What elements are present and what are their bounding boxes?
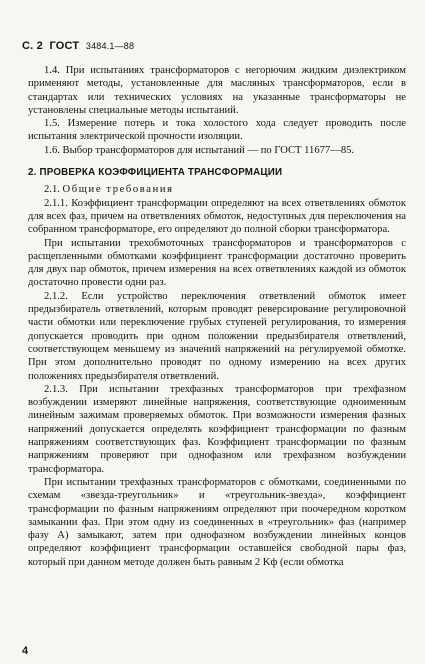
paragraph-three-winding: При испытании трехобмоточных трансформаторов и трансформаторов с расщепленными обмотками коэффициент трансформации достаточно проверить для двух пар обмоток, причем измерения на всех ответвлениях каждой из обмоток достаточно провести одни раз.	[28, 237, 406, 289]
document-text	[28, 64, 406, 569]
subsection-title: Общие требования	[62, 184, 174, 196]
subsection-heading	[28, 183, 406, 196]
subsection-number: 2.1.	[44, 184, 60, 196]
page-mark: 4	[22, 645, 29, 657]
page-header	[22, 40, 134, 52]
paragraph-2-1-2: 2.1.2. Если устройство переключения ответвлений обмоток имеет предызбиратель ответвлений, которым проводят реверсирование регулировочной части обмотки или переключение грубых ступеней регулирования, то измерения допускается проводить при одном положении предызбирателя ответвлений, соответствующем меньшему из значений напряжений на регулируемой обмотке. При этом дополнительно проводят по одному измерению на всех других положениях предызбирателя ответвлений.	[28, 290, 406, 382]
section-heading: 2. ПРОВЕРКА КОЭФФИЦИЕНТА ТРАНСФОРМАЦИИ	[28, 167, 283, 179]
paragraph-star-delta: При испытании трехфазных трансформаторов с обмотками, соединенными по схемам «звезда-треугольник» и «треугольник-звезда», коэффициент трансформации по фазным напряжениям определяют при поочередном коротком замыкании фаз. При этом одну из соединенных в «треугольник» фаз (например фазу А) замыкают, затем при однофазном возбуждении линейных концов определяют коэффициент трансформации оставшейся свободной пары фаз, который при данном методе должен быть равным 2 Kф (если обмотка	[28, 476, 406, 568]
paragraph-2-1-3: 2.1.3. При испытании трехфазных трансформаторов при трехфазном возбуждении измеряют линейные напряжения, соответствующие одноименным линейным зажимам проверяемых обмоток. При возможности измерения фазных напряжений допускается определять коэффициент трансформации по фазным напряжениям соответствующих фаз. Коэффициент трансформации по фазным напряжениям проверяют при однофазном или трехфазном возбуждении трансформатора.	[28, 383, 406, 475]
paragraph-1-5: 1.5. Измерение потерь и тока холостого хода следует проводить после испытания электрической прочности изоляции.	[28, 118, 406, 143]
standard-label: ГОСТ	[49, 40, 80, 52]
standard-number: 3484.1—88	[85, 41, 135, 51]
page-number: С. 2	[22, 40, 43, 52]
paragraph-1-4: 1.4. При испытаниях трансформаторов с негорючим жидким диэлектриком применяют методы, установленные для масляных трансформаторов, если в стандартах или технических условиях на указанные трансформаторы не установлены специальные методы испытаний.	[28, 65, 406, 116]
paragraph-2-1-1: 2.1.1. Коэффициент трансформации определяют на всех ответвлениях обмоток для всех фаз, причем на ответвлениях обмоток, недоступных для переключения на собранном трансформаторе, его определяют до полной сборки трансформатора.	[28, 197, 406, 236]
paragraph-1-6: 1.6. Выбор трансформаторов для испытаний — по ГОСТ 11677—85.	[44, 144, 355, 156]
